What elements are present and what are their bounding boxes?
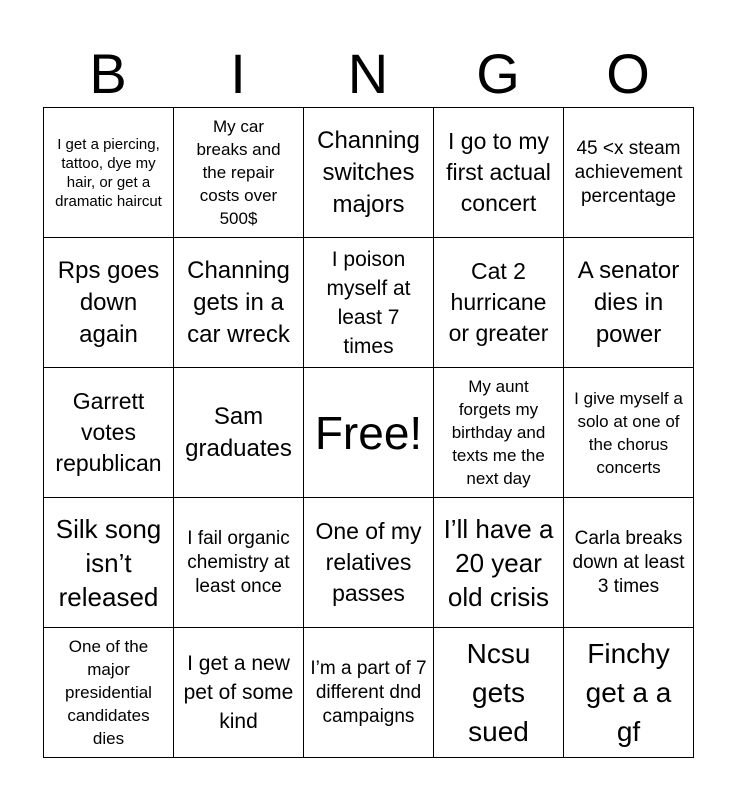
bingo-cell-r5c4[interactable]: [434, 628, 564, 758]
bingo-cell-r3c2[interactable]: [174, 368, 304, 498]
bingo-cell-r2c1[interactable]: [44, 238, 174, 368]
bingo-cell-r2c5[interactable]: [564, 238, 694, 368]
header-letter-i: I: [230, 42, 246, 105]
cell-text: One of my relatives passes: [315, 518, 422, 606]
bingo-cell-r3c4[interactable]: [434, 368, 564, 498]
cell-text: Silk song isn’t released: [55, 513, 162, 612]
cell-text: Sam graduates: [185, 402, 292, 462]
bingo-cell-r5c5[interactable]: [564, 628, 694, 758]
bingo-cell-r2c3[interactable]: [304, 238, 434, 368]
bingo-header: [43, 40, 693, 108]
bingo-cell-r5c2[interactable]: [174, 628, 304, 758]
cell-text: I fail organic chemistry at least once: [187, 527, 290, 597]
bingo-cell-r1c3[interactable]: [304, 108, 434, 238]
cell-text: Channing switches majors: [317, 126, 420, 218]
cell-text: My aunt forgets my birthday and texts me the next day: [451, 377, 546, 488]
header-letter-g: G: [476, 42, 520, 105]
header-letter-b: B: [89, 42, 127, 105]
cell-text: Channing gets in a car wreck: [187, 256, 290, 348]
cell-text: I get a new pet of some kind: [183, 652, 294, 733]
cell-text: I go to my first actual concert: [446, 128, 551, 216]
cell-text: 45 <x steam achievement percentage: [574, 137, 683, 207]
bingo-cell-r4c4[interactable]: [434, 498, 564, 628]
header-letter-n: N: [347, 42, 389, 105]
cell-text: Cat 2 hurricane or greater: [448, 258, 549, 346]
bingo-cell-r4c5[interactable]: [564, 498, 694, 628]
bingo-board: [43, 107, 694, 758]
bingo-cell-r1c1[interactable]: [44, 108, 174, 238]
cell-text: My car breaks and the repair costs over 500$: [196, 117, 281, 228]
cell-text: I poison myself at least 7 times: [326, 247, 411, 358]
free-space-label: Free!: [314, 406, 423, 459]
bingo-cell-r4c2[interactable]: [174, 498, 304, 628]
bingo-cell-r4c1[interactable]: [44, 498, 174, 628]
cell-text: One of the major presidential candidates dies: [65, 637, 152, 748]
bingo-cell-r1c4[interactable]: [434, 108, 564, 238]
cell-text: I’m a part of 7 different dnd campaigns: [310, 657, 427, 727]
bingo-cell-r5c3[interactable]: [304, 628, 434, 758]
cell-text: Ncsu gets sued: [466, 638, 531, 747]
bingo-cell-r2c2[interactable]: [174, 238, 304, 368]
bingo-cell-free[interactable]: [304, 368, 434, 498]
cell-text: Carla breaks down at least 3 times: [572, 527, 685, 597]
bingo-cell-r5c1[interactable]: [44, 628, 174, 758]
bingo-cell-r1c2[interactable]: [174, 108, 304, 238]
cell-text: Finchy get a a gf: [585, 638, 672, 747]
header-letter-o: O: [606, 42, 650, 105]
cell-text: I give myself a solo at one of the chorus concerts: [574, 388, 683, 477]
bingo-cell-r4c3[interactable]: [304, 498, 434, 628]
bingo-cell-r2c4[interactable]: [434, 238, 564, 368]
cell-text: Garrett votes republican: [55, 388, 162, 476]
bingo-cell-r3c1[interactable]: [44, 368, 174, 498]
bingo-cell-r3c5[interactable]: [564, 368, 694, 498]
cell-text: I’ll have a 20 year old crisis: [443, 513, 554, 612]
cell-text: A senator dies in power: [577, 256, 680, 348]
cell-text: Rps goes down again: [57, 256, 160, 348]
cell-text: I get a piercing, tattoo, dye my hair, or get a dramatic haircut: [55, 135, 162, 210]
bingo-cell-r1c5[interactable]: [564, 108, 694, 238]
